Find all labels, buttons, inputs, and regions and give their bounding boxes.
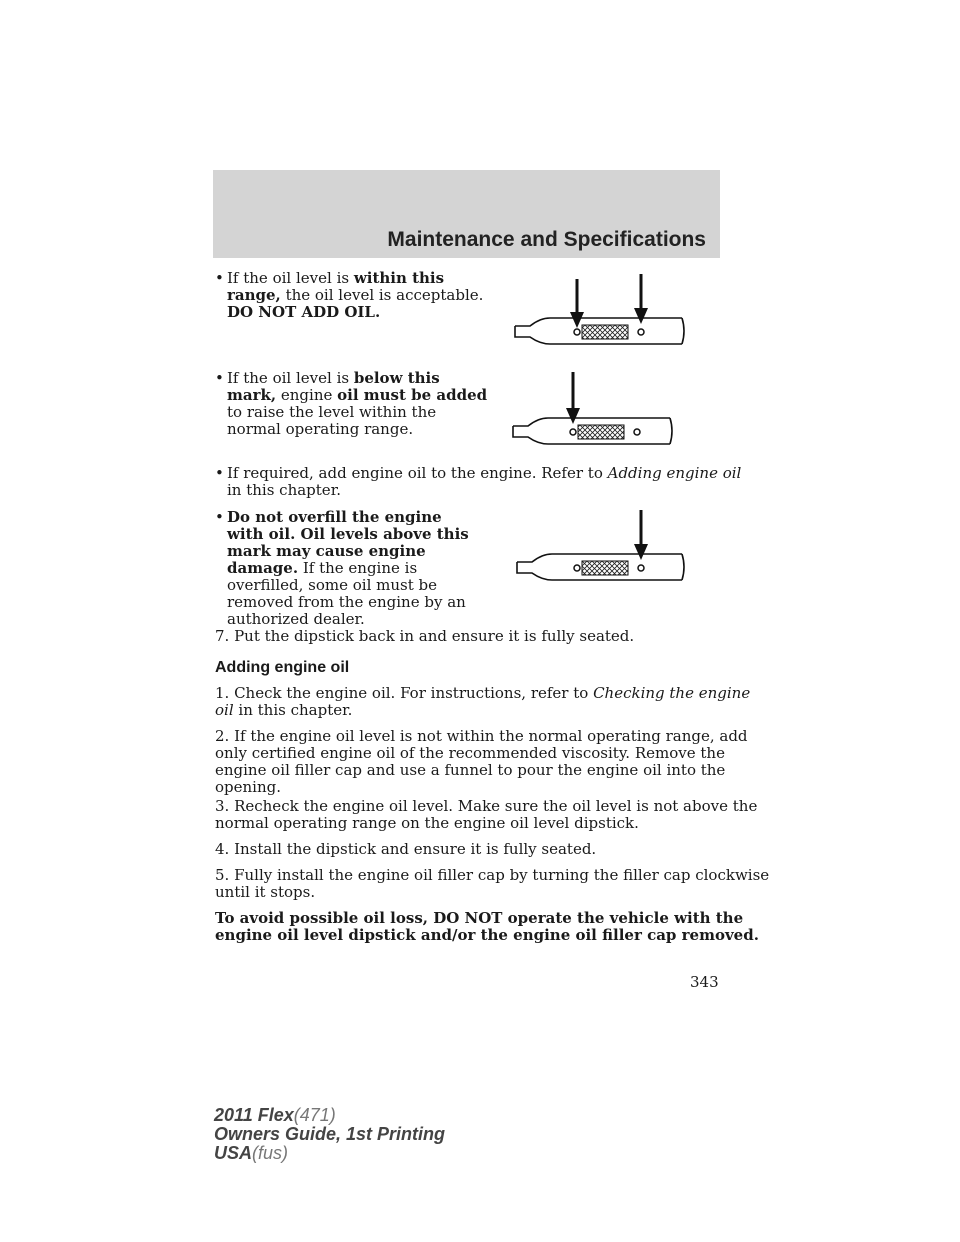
text-run: oil must be added <box>337 386 488 404</box>
step-7: 7. Put the dipstick back in and ensure it is fully seated. <box>215 627 635 645</box>
text-run: opening. <box>215 778 281 796</box>
text-line <box>227 543 469 560</box>
text-run: Checking the engine <box>593 684 751 702</box>
text-run: 3. Recheck the engine oil level. Make sure the oil level is not above the <box>215 797 758 815</box>
text-run: engine <box>276 386 338 404</box>
text-run: If required, add engine oil to the engine. Refer to <box>227 464 608 482</box>
text-line <box>215 797 758 815</box>
step-2 <box>215 727 748 796</box>
text-run: If the engine is <box>298 559 418 577</box>
page-number: 343 <box>690 973 719 991</box>
text-run: 4. Install the dipstick and ensure it is fully seated. <box>215 840 597 858</box>
text-line <box>227 270 483 287</box>
footer-line-1: 2011 Flex(471) <box>214 1105 336 1125</box>
text-run: removed from the engine by an <box>227 593 466 611</box>
text-line <box>215 702 725 719</box>
dipstick-within-range-illustration <box>510 270 690 345</box>
step-4 <box>215 841 725 858</box>
bullet-text <box>227 509 469 628</box>
text-line <box>215 762 725 779</box>
step-3 <box>215 797 758 832</box>
text-line <box>215 815 725 832</box>
text-line <box>227 304 483 321</box>
text-line <box>227 387 487 404</box>
dipstick-shape <box>515 318 684 344</box>
text-run: DO NOT ADD OIL. <box>227 303 381 321</box>
section-heading: Adding engine oil <box>215 659 350 676</box>
footer-line-3: USA(fus) <box>214 1143 289 1163</box>
text-line <box>215 866 770 884</box>
text-line <box>227 287 483 304</box>
text-run: 5. Fully install the engine oil filler cap by turning the filler cap clockwise <box>215 866 770 884</box>
text-run: normal operating range. <box>227 420 414 438</box>
text-run: overfilled, some oil must be <box>227 576 438 594</box>
text-line <box>215 926 759 944</box>
text-run: damage. <box>227 559 299 577</box>
text-line <box>215 909 744 927</box>
section-header-bar <box>213 170 720 258</box>
text-run: within this <box>353 269 445 287</box>
text-run: to raise the level within the <box>227 403 437 421</box>
text-run: mark may cause engine <box>227 542 426 560</box>
bullet-marker: • <box>215 369 224 387</box>
dipstick-overfill-illustration <box>512 506 692 581</box>
arrow-high-mark <box>634 274 648 324</box>
dipstick-shape <box>513 418 672 444</box>
arrow-high-mark <box>634 510 648 560</box>
text-line <box>227 611 469 628</box>
warning-note <box>215 909 759 944</box>
text-run: authorized dealer. <box>227 610 365 628</box>
bullet-text <box>227 270 483 321</box>
step-5 <box>215 866 770 901</box>
text-run: If the oil level is <box>227 269 354 287</box>
step-1 <box>215 684 751 719</box>
text-line <box>227 560 469 577</box>
text-line <box>227 594 469 611</box>
bullet-within-range <box>215 270 495 324</box>
text-run: engine oil filler cap and use a funnel to pour the engine oil into the <box>215 761 726 779</box>
text-line <box>215 841 725 858</box>
text-line <box>227 526 469 543</box>
text-run: range, <box>227 286 281 304</box>
text-run: Do not overfill the engine <box>227 508 442 526</box>
dipstick-shape <box>517 554 684 580</box>
text-line <box>227 577 469 594</box>
text-line <box>215 779 725 796</box>
text-run: with oil. Oil levels above this <box>227 525 469 543</box>
text-run: mark, <box>227 386 277 404</box>
print-footer <box>214 1106 445 1163</box>
text-run: 2. If the engine oil level is not within the normal operating range, add <box>215 727 748 745</box>
text-run: 1. Check the engine oil. For instructions, refer to <box>215 684 594 702</box>
text-run: To avoid possible oil loss, DO NOT operate the vehicle with the <box>215 909 744 927</box>
footer-line-2: Owners Guide, 1st Printing <box>214 1124 446 1144</box>
bullet-text <box>227 370 487 438</box>
arrow-low-mark <box>570 279 584 328</box>
text-run: the oil level is acceptable. <box>280 286 484 304</box>
text-line <box>215 745 725 762</box>
text-line <box>215 884 725 901</box>
text-line <box>215 727 748 745</box>
section-title: Maintenance and Specifications <box>387 228 706 251</box>
text-run: normal operating range on the engine oil level dipstick. <box>215 814 639 832</box>
bullet-text <box>227 465 741 499</box>
text-line <box>227 370 487 387</box>
bullet-add-oil <box>215 464 742 501</box>
text-line <box>227 404 487 421</box>
text-line <box>227 482 741 499</box>
text-run: below this <box>353 369 440 387</box>
bullet-do-not-overfill <box>215 509 495 629</box>
bullet-below-mark <box>215 370 495 440</box>
dipstick-below-mark-illustration <box>505 370 685 445</box>
text-run: engine oil level dipstick and/or the engine oil filler cap removed. <box>215 926 759 944</box>
text-run: only certified engine oil of the recommended viscosity. Remove the <box>215 744 725 762</box>
text-run: in this chapter. <box>233 701 353 719</box>
arrow-low-mark <box>566 372 580 424</box>
bullet-marker: • <box>215 464 224 482</box>
bullet-marker: • <box>215 508 224 526</box>
text-line <box>215 684 751 702</box>
text-run: in this chapter. <box>227 481 341 499</box>
text-run: If the oil level is <box>227 369 354 387</box>
text-line <box>227 509 469 526</box>
text-run: Adding engine oil <box>607 464 742 482</box>
text-line <box>227 465 741 482</box>
text-line <box>227 421 487 438</box>
text-run: until it stops. <box>215 883 316 901</box>
text-run: oil <box>215 701 234 719</box>
bullet-marker: • <box>215 269 224 287</box>
